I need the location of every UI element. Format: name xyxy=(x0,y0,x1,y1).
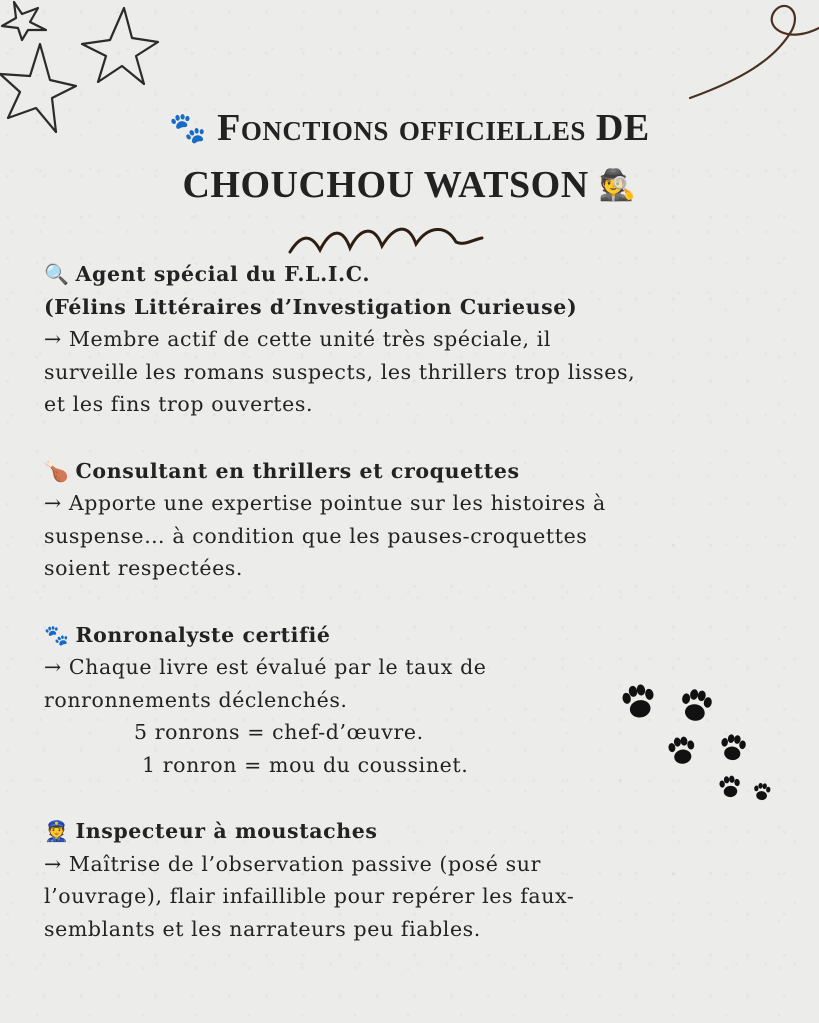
section-heading: 🔍 Agent spécial du F.L.I.C. xyxy=(44,262,371,286)
paw-icon xyxy=(621,683,657,720)
section-line: → Apporte une expertise pointue sur les histoires à xyxy=(44,491,606,515)
paw-prints-icon: 🐾 xyxy=(44,622,70,647)
content xyxy=(44,258,774,979)
police-officer-icon: 👮 xyxy=(44,819,70,843)
section-line: → Chaque livre est évalué par le taux de xyxy=(44,655,487,679)
section-inspecteur xyxy=(44,815,774,945)
swirl-doodle xyxy=(680,0,819,110)
section-line: soient respectées. xyxy=(44,556,244,580)
magnifier-icon: 🔍 xyxy=(44,262,70,286)
detective-icon: 🕵 xyxy=(598,169,637,202)
star-icon xyxy=(2,2,46,40)
paw-icon xyxy=(667,735,696,765)
scale-line: 5 ronrons = chef-d’œuvre. xyxy=(134,720,424,744)
paw-icon xyxy=(719,775,742,798)
scale-line: 1 ronron = mou du coussinet. xyxy=(142,752,469,777)
star-icon xyxy=(82,8,158,84)
section-consultant xyxy=(44,455,774,585)
section-line: l’ouvrage), flair infaillible pour repérer les faux- xyxy=(44,884,575,908)
paw-trail xyxy=(612,676,782,811)
drumstick-icon: 🍗 xyxy=(44,458,70,483)
title-line-1: Fonctions officielles DE xyxy=(217,107,650,149)
section-line: et les fins trop ouvertes. xyxy=(44,392,314,416)
section-line: → Membre actif de cette unité très spéciale, il xyxy=(44,327,552,351)
section-line: ronronnements déclenchés. xyxy=(44,687,348,712)
section-line: suspense… à condition que les pauses-croquettes xyxy=(44,523,588,548)
paw-icon xyxy=(753,782,771,801)
section-agent xyxy=(44,258,774,421)
page-title xyxy=(0,100,819,214)
section-subheading: (Félins Littéraires d’Investigation Curieuse) xyxy=(44,294,578,319)
section-heading: 🐾 Ronronalyste certifié xyxy=(44,622,331,647)
paw-prints-icon: 🐾 xyxy=(169,112,208,145)
section-heading: 👮 Inspecteur à moustaches xyxy=(44,819,378,843)
section-line: → Maîtrise de l’observation passive (posé sur xyxy=(44,851,541,876)
paw-icon xyxy=(679,687,714,723)
paw-icon xyxy=(719,733,747,762)
section-line: surveille les romans suspects, les thrillers trop lisses, xyxy=(44,359,636,384)
section-heading: 🍗 Consultant en thrillers et croquettes xyxy=(44,458,520,483)
section-line: semblants et les narrateurs peu fiables. xyxy=(44,916,481,941)
wavy-divider xyxy=(286,222,486,260)
title-line-2: CHOUCHOU WATSON xyxy=(182,164,589,206)
